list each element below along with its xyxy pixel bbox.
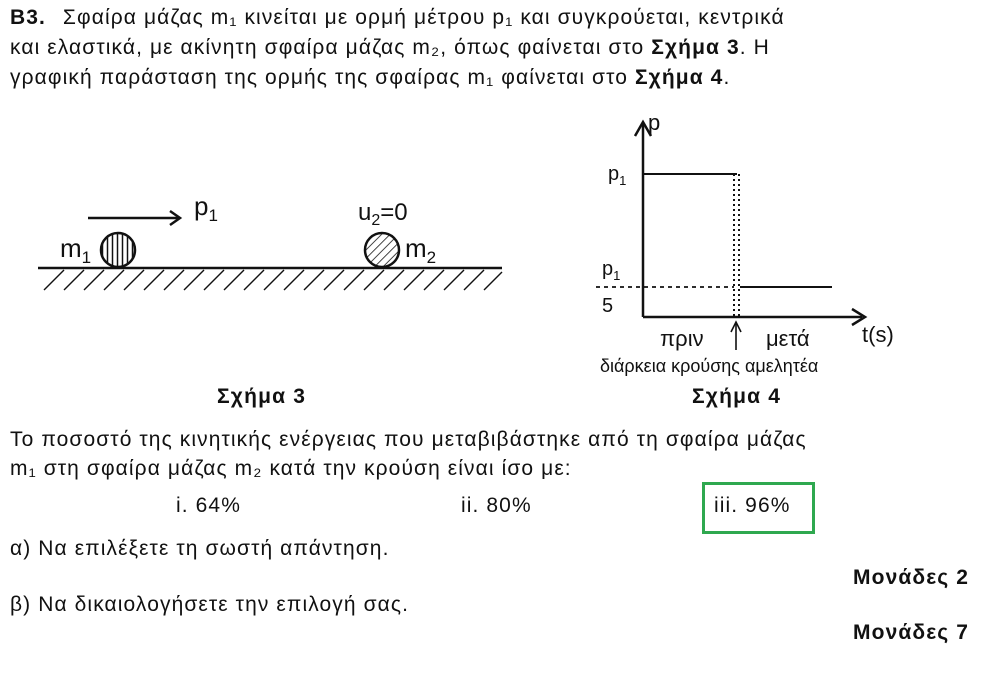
part-b: β) Να δικαιολογήσετε την επιλογή σας.	[10, 593, 410, 616]
option-iii[interactable]: iii. 96%	[714, 494, 791, 517]
figure-3-diagram	[30, 191, 510, 305]
problem-line-1	[10, 6, 785, 30]
part-a-points: Μονάδες 2	[853, 566, 969, 589]
m2-label: $m_2$	[405, 233, 437, 267]
problem-line-3	[10, 66, 730, 90]
fraction-denominator: 5	[602, 295, 614, 317]
before-label: πριν	[660, 326, 704, 351]
y-axis-label: p	[648, 110, 661, 135]
sphere-m1	[101, 233, 135, 267]
problem-text-3a: γραφική παράσταση της ορμής της σφαίρας m₁ φαίνεται στο	[10, 66, 635, 89]
figure3-reference: Σχήμα 3	[651, 36, 740, 59]
problem-line-2	[10, 36, 770, 60]
after-label: μετά	[766, 326, 810, 351]
question-line-1: Το ποσοστό της κινητικής ενέργειας που μεταβιβάστηκε από τη σφαίρα μάζας	[10, 428, 807, 451]
problem-text-2a: και ελαστικά, με ακίνητη σφαίρα μάζας m₂, όπως φαίνεται στο	[10, 36, 652, 59]
sphere-m2	[365, 233, 399, 267]
option-i[interactable]: i. 64%	[176, 494, 241, 517]
m1-label: $m_1$	[60, 233, 92, 267]
x-axis-label: t(s)	[862, 322, 894, 347]
figure4-reference: Σχήμα 4	[634, 66, 724, 89]
figure-3-caption: Σχήμα 3	[217, 385, 307, 408]
ground-hatching	[44, 270, 502, 290]
p1-label: $p_1$	[194, 191, 218, 225]
problem-text-1: Σφαίρα μάζας m₁ κινείται με ορμή μέτρου p₁ και συγκρούεται, κεντρικά	[62, 6, 785, 29]
problem-label: Β3.	[10, 6, 46, 29]
momentum-arrow	[88, 211, 180, 225]
collision-note: διάρκεια κρούσης αμελητέα	[600, 356, 819, 376]
problem-text-3c: .	[723, 66, 731, 89]
figure-4-graph	[590, 110, 910, 380]
problem-text-2c: . Η	[739, 36, 770, 59]
p1-tick-label: $p_1$	[608, 163, 627, 188]
question-line-2: m₁ στη σφαίρα μάζας m₂ κατά την κρούση είναι ίσο με:	[10, 457, 572, 480]
part-b-points: Μονάδες 7	[853, 621, 969, 644]
u2-label: $u_2=0$	[358, 199, 408, 229]
collision-arrow	[731, 322, 741, 350]
option-ii[interactable]: ii. 80%	[461, 494, 532, 517]
fraction-numerator: $p_1$	[602, 258, 621, 283]
part-a: α) Να επιλέξετε τη σωστή απάντηση.	[10, 537, 390, 560]
figure-4-caption: Σχήμα 4	[692, 385, 782, 408]
